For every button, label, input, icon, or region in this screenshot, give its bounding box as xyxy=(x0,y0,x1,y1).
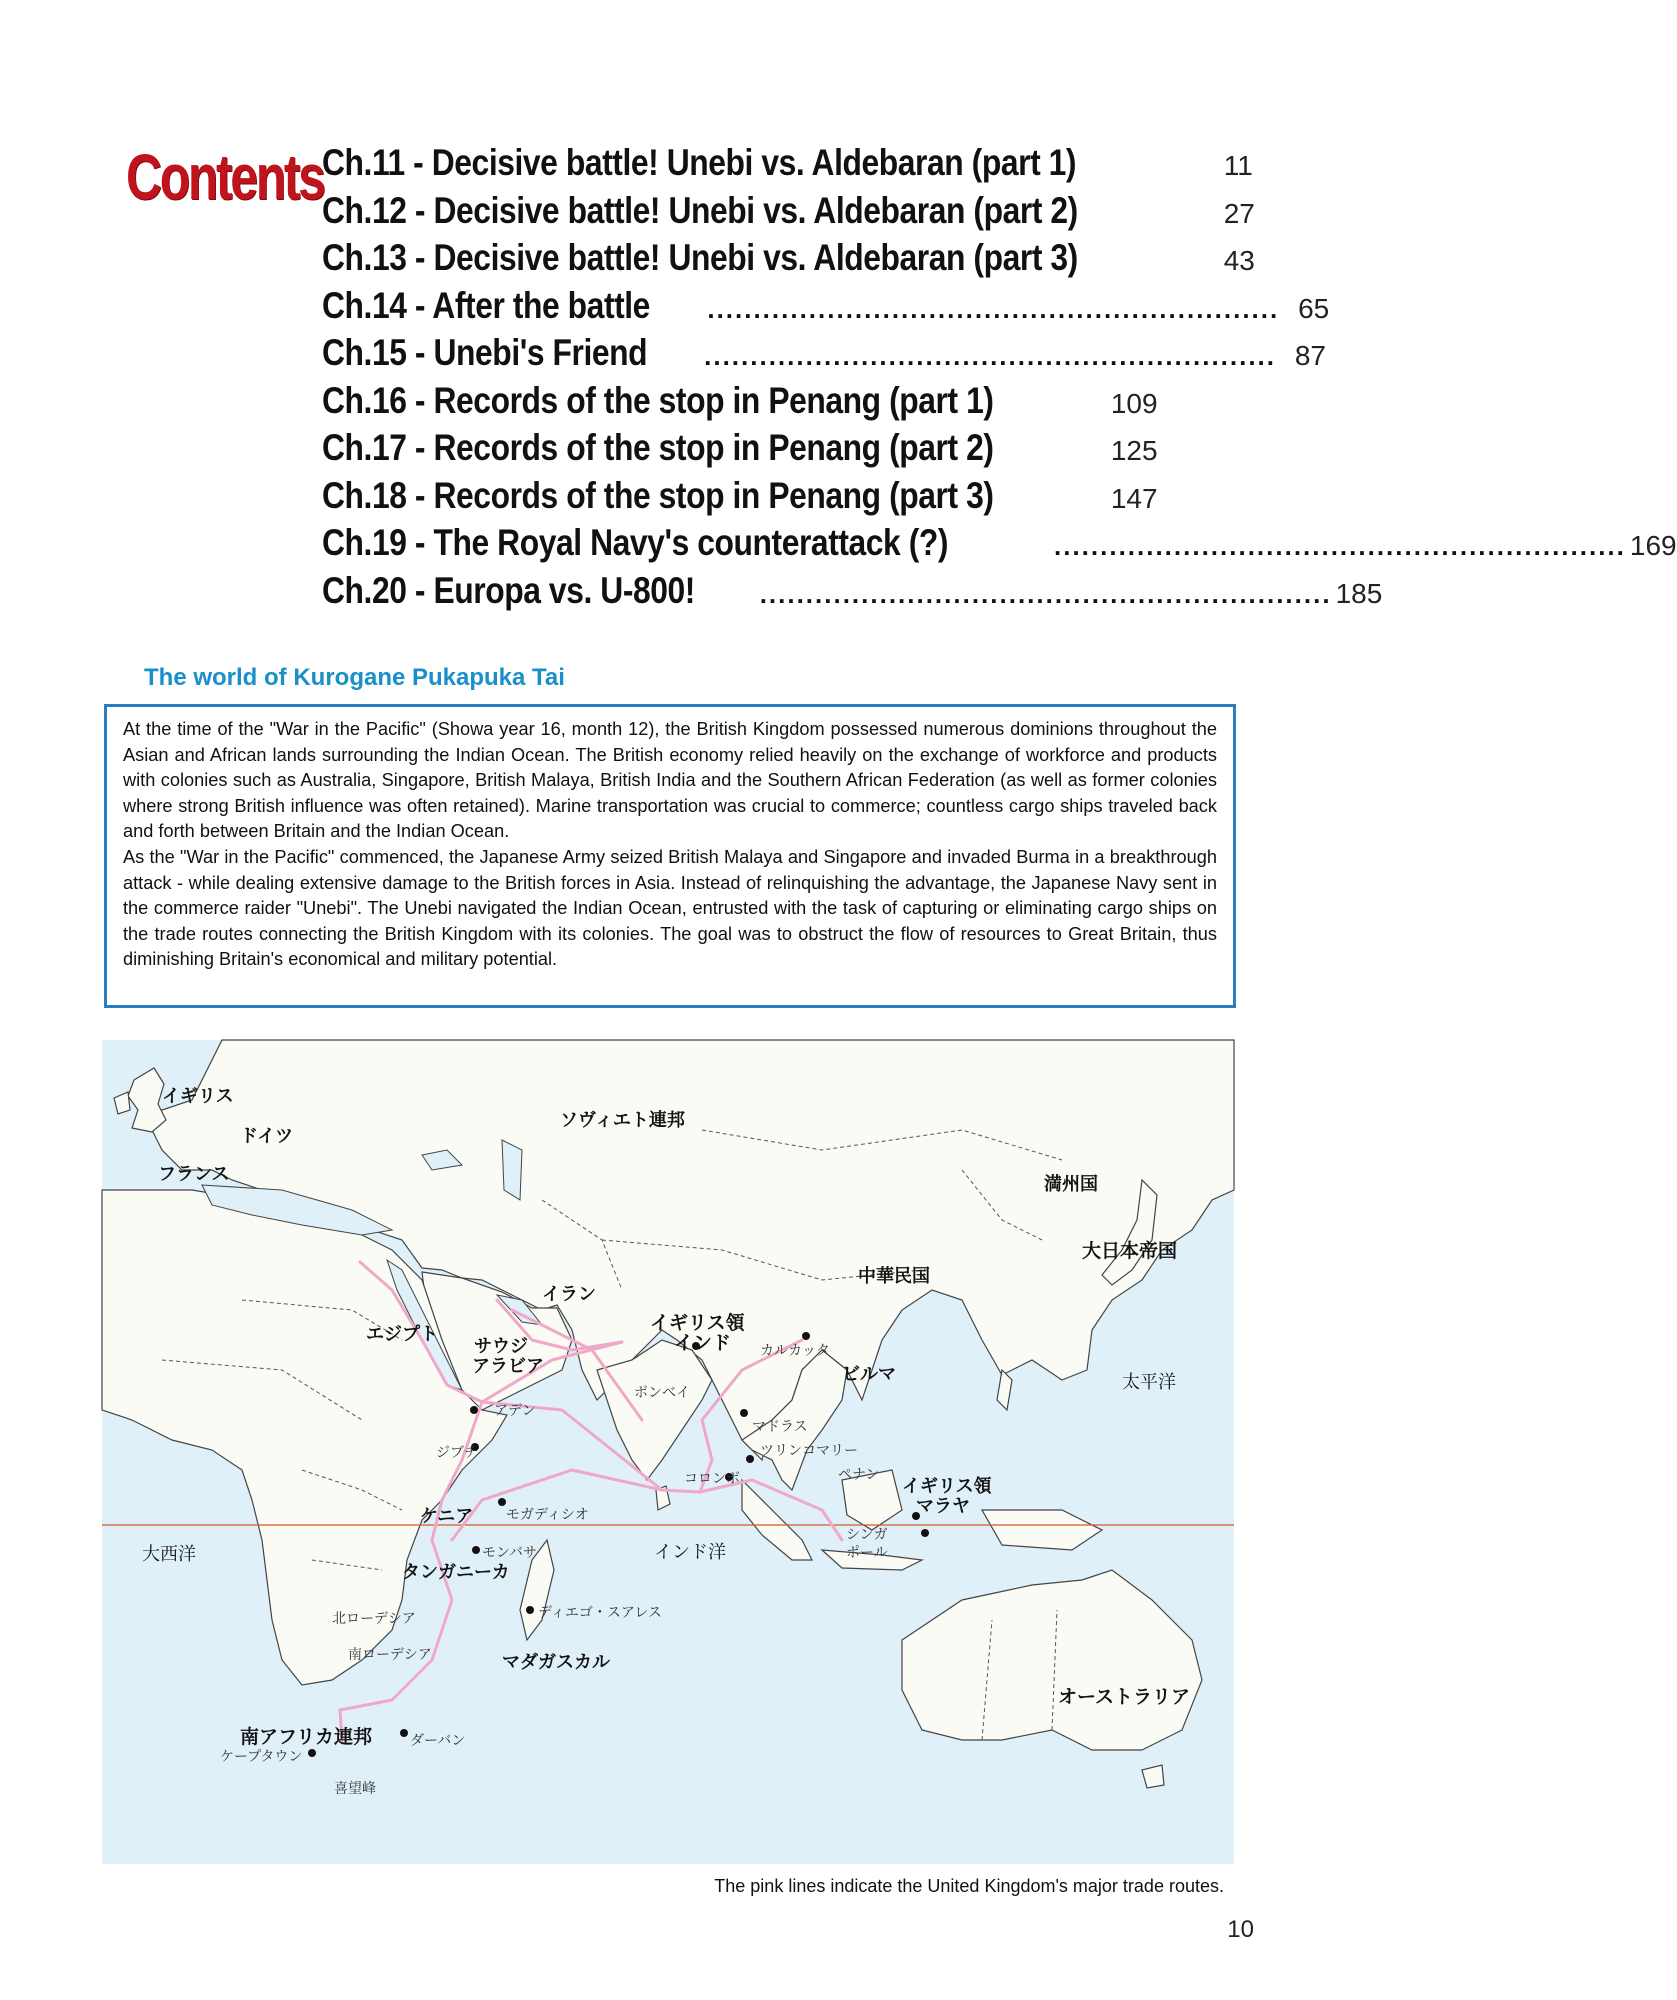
toc-entry-ch12[interactable] xyxy=(322,189,1255,238)
map-label-singapore-2: ポール xyxy=(846,1545,888,1561)
city-dot-aden xyxy=(470,1406,478,1414)
toc-entry-page: 147 xyxy=(1110,482,1158,514)
toc-entry-ch18[interactable] xyxy=(322,474,1158,523)
toc-entry-ch14[interactable] xyxy=(322,284,1330,333)
map-label-japan: 大日本帝国 xyxy=(1082,1240,1178,1262)
toc-entry-ch16[interactable] xyxy=(322,379,1158,428)
map-label-kenya: ケニア xyxy=(420,1506,474,1527)
city-dot-mogadishu xyxy=(498,1498,506,1506)
map-label-uk: イギリス xyxy=(162,1086,234,1107)
city-dot-cape-town xyxy=(308,1749,316,1757)
toc-entry-ch17[interactable] xyxy=(322,427,1158,475)
map-label-south-africa: 南アフリカ連邦 xyxy=(240,1726,373,1748)
toc-entry-page: 27 xyxy=(1223,197,1255,229)
map-label-indian-ocean: インド洋 xyxy=(654,1542,726,1563)
map-label-madras: マドラス xyxy=(752,1419,808,1435)
city-dot-madras xyxy=(740,1409,748,1417)
map-label-egypt: エジプト xyxy=(366,1324,438,1345)
toc-entry-title: Ch.14 - After the battle xyxy=(322,284,650,326)
map-label-cape-good-hope: 喜望峰 xyxy=(334,1781,376,1797)
caspian-sea xyxy=(502,1140,522,1200)
map-label-germany: ドイツ xyxy=(240,1126,294,1147)
map-label-saudi-2: アラビア xyxy=(472,1356,544,1377)
map-label-mombasa: モンバサ xyxy=(482,1545,538,1561)
map-label-atlantic: 大西洋 xyxy=(142,1544,196,1565)
toc-entry-page: 43 xyxy=(1223,245,1255,276)
city-dot-mombasa xyxy=(472,1546,480,1554)
map-label-colombo: コロンボ xyxy=(684,1471,740,1487)
map-label-ussr: ソヴィエト連邦 xyxy=(560,1110,685,1131)
trade-route-map xyxy=(102,1040,1234,1864)
info-paragraph-1: At the time of the "War in the Pacific" (Showa year 16, month 12), the British Kingdom possessed numerous dominions throughout the Asian and African lands surrounding the Indian Ocean. The British economy relied heavily on the exchange of workforce and products with colonies such as Australia, Singapore, British Malaya, British India and the Southern African Federation (as well as former colonies where strong British influence was often retained). Marine transportation was crucial to commerce; countless cargo ships traveled back and forth between Britain and the Indian Ocean. xyxy=(123,719,1217,842)
map-label-pacific: 太平洋 xyxy=(1122,1372,1176,1393)
toc-leader-dots: .............................................................. xyxy=(707,293,1280,324)
toc-entry-ch20[interactable] xyxy=(322,569,1383,618)
map-label-aden: アデン xyxy=(494,1403,536,1419)
map-label-djibouti: ジブチ xyxy=(436,1445,478,1461)
toc-entry-page: 109 xyxy=(1110,387,1158,419)
map-label-saudi-1: サウジ xyxy=(474,1336,528,1357)
toc-entry-page: 125 xyxy=(1110,435,1158,466)
map-label-madagascar: マダガスカル xyxy=(502,1652,610,1673)
map-label-india-2: インド xyxy=(674,1332,732,1354)
map-label-mogadishu: モガディシオ xyxy=(506,1507,589,1523)
info-box xyxy=(104,704,1236,1008)
city-dot-singapore xyxy=(921,1529,929,1537)
contents-logo: Contents xyxy=(126,141,324,213)
info-paragraph-2: As the "War in the Pacific" commenced, the Japanese Army seized British Malaya and Singapore and invaded Burma in a breakthrough attack - while dealing extensive damage to the British forces in Asia. Instead of relinquishing the advantage, the Japanese Navy sent in the commerce raider "Unebi". The Unebi navigated the Indian Ocean, entrusted with the task of capturing or eliminating cargo ships on the trade routes connecting the British Kingdom with its colonies. The goal was to obstruct the flow of resources to Great Britain, thus diminishing Britain's economical and military potential. xyxy=(123,846,1217,970)
toc-entry-title: Ch.19 - The Royal Navy's counterattack (?) xyxy=(322,522,949,563)
toc-leader-dots: .............................................................. xyxy=(759,578,1332,609)
map-label-n-rhodesia: 北ローデシア xyxy=(332,1611,416,1627)
toc-entry-page: 185 xyxy=(1335,577,1383,609)
toc-entry-title: Ch.20 - Europa vs. U-800! xyxy=(322,569,695,611)
map-label-china: 中華民国 xyxy=(858,1266,930,1287)
toc-entry-title: Ch.16 - Records of the stop in Penang (part 1) xyxy=(322,379,994,421)
toc-entry-ch13[interactable] xyxy=(322,237,1255,285)
table-of-contents xyxy=(322,142,1677,617)
toc-entry-title: Ch.18 - Records of the stop in Penang (part 3) xyxy=(322,474,994,516)
toc-entry-ch11[interactable] xyxy=(322,142,1253,190)
toc-entry-title: Ch.15 - Unebi's Friend xyxy=(322,332,648,373)
toc-entry-page: 169 xyxy=(1629,530,1677,561)
map-label-manchukuo: 満州国 xyxy=(1044,1174,1098,1195)
city-dot-diego-suarez xyxy=(526,1606,534,1614)
map-label-bombay: ボンベイ xyxy=(634,1385,690,1401)
city-dot-calcutta xyxy=(802,1332,810,1340)
section-heading: The world of Kurogane Pukapuka Tai xyxy=(144,664,565,691)
map-label-malaya-2: マラヤ xyxy=(916,1496,970,1517)
map-label-australia: オーストラリア xyxy=(1058,1686,1191,1708)
map-label-durban: ダーバン xyxy=(410,1733,466,1749)
city-dot-trincomalee xyxy=(746,1455,754,1463)
toc-leader-dots: .............................................................. xyxy=(1054,531,1626,561)
map-label-malaya-1: イギリス領 xyxy=(902,1476,992,1497)
toc-entry-title: Ch.12 - Decisive battle! Unebi vs. Aldebaran (part 2) xyxy=(322,189,1078,231)
map-label-trincomalee: ツリンコマリー xyxy=(760,1443,858,1459)
toc-entry-page: 11 xyxy=(1223,150,1253,181)
page-number: 10 xyxy=(1227,1916,1254,1943)
toc-entry-ch19[interactable] xyxy=(322,522,1677,570)
toc-entry-title: Ch.17 - Records of the stop in Penang (part 2) xyxy=(322,427,994,468)
map-label-s-rhodesia: 南ローデシア xyxy=(348,1647,432,1663)
toc-entry-ch15[interactable] xyxy=(322,332,1327,380)
map-label-penang: ペナン xyxy=(838,1467,880,1483)
map-label-singapore-1: シンガ xyxy=(846,1527,888,1543)
map-label-france: フランス xyxy=(158,1164,230,1185)
map-label-tanganyika: タンガニーカ xyxy=(402,1562,510,1583)
toc-entry-title: Ch.13 - Decisive battle! Unebi vs. Aldebaran (part 3) xyxy=(322,237,1078,278)
toc-leader-dots: .............................................................. xyxy=(704,341,1277,371)
map-caption: The pink lines indicate the United Kingdom's major trade routes. xyxy=(714,1876,1224,1896)
map-label-burma: ビルマ xyxy=(842,1364,896,1385)
map-label-cape-town: ケープタウン xyxy=(220,1749,303,1765)
map-label-india-1: イギリス領 xyxy=(650,1312,745,1334)
toc-entry-page: 87 xyxy=(1294,340,1327,371)
city-dot-durban xyxy=(400,1729,408,1737)
map-label-calcutta: カルカッタ xyxy=(760,1343,830,1359)
map-label-iran: イラン xyxy=(542,1284,596,1305)
toc-entry-page: 65 xyxy=(1298,292,1330,324)
map-label-diego-suarez: ディエゴ・スアレス xyxy=(538,1605,662,1621)
toc-entry-title: Ch.11 - Decisive battle! Unebi vs. Aldebaran (part 1) xyxy=(322,142,1077,183)
